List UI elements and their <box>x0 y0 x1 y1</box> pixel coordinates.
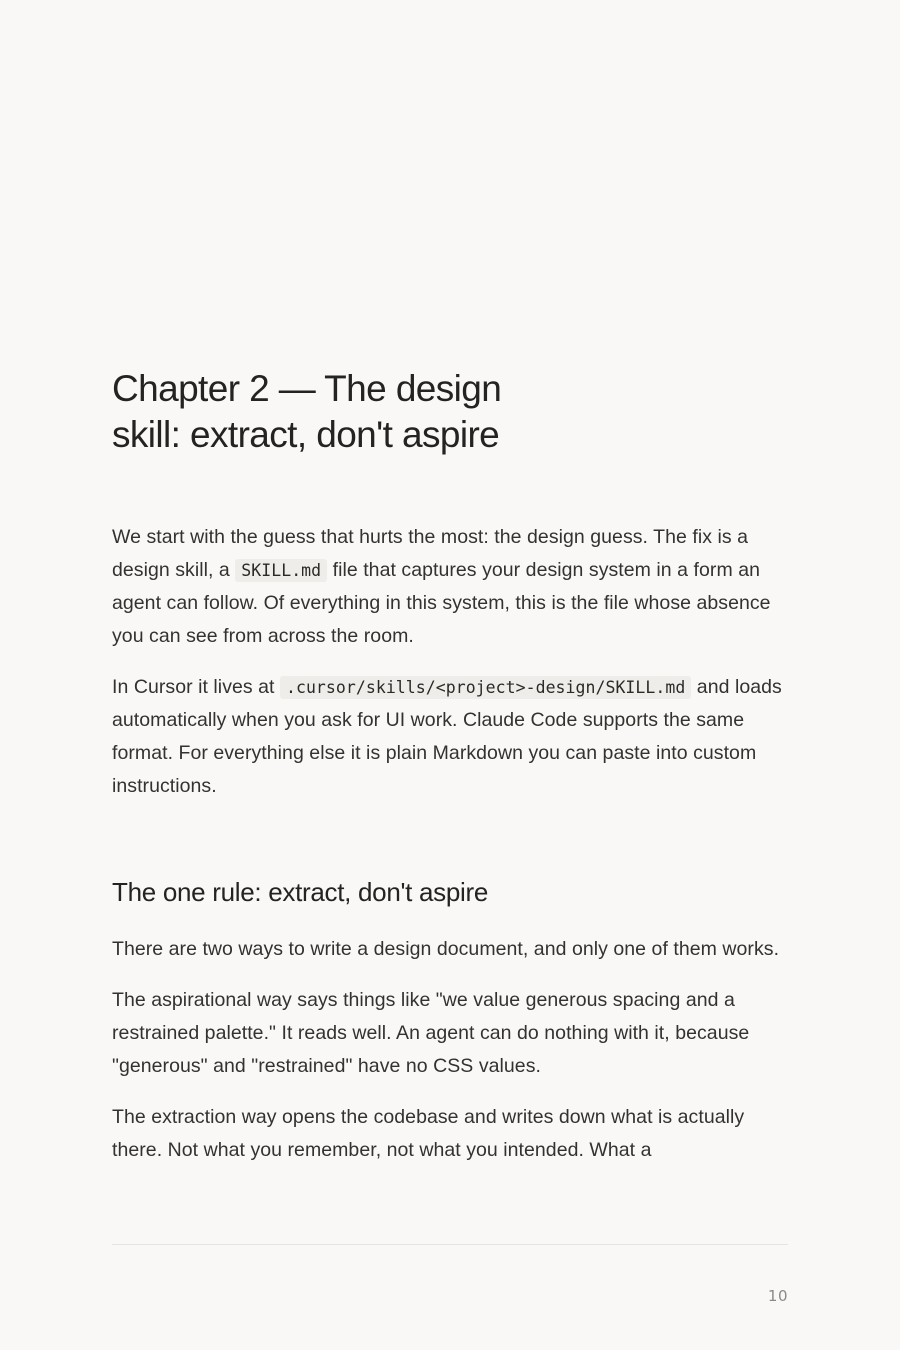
document-page <box>112 0 788 1350</box>
section-heading: The one rule: extract, don't aspire <box>112 877 489 907</box>
intro-paragraph-1 <box>112 521 788 653</box>
intro-paragraph-1-text-a: We start with the guess that hurts the most: the design guess. The fix is a design skill, a <box>112 526 749 581</box>
footer-divider <box>112 1244 788 1245</box>
section-paragraph-2: The aspirational way says things like "we value generous spacing and a restrained palette." It reads well. An agent can do nothing with it, because "generous" and "restrained" have no CSS values. <box>112 989 750 1077</box>
section-paragraph-1: There are two ways to write a design document, and only one of them works. <box>112 938 780 960</box>
chapter-title: Chapter 2 — The design skill: extract, don't aspire <box>112 368 502 455</box>
skill-md-filename: SKILL.md <box>235 559 327 582</box>
intro-paragraph-1-text-b: file that captures your design system in a form an agent can follow. Of everything in this system, this is the file whose absence you can see from across the room. <box>112 559 771 647</box>
intro-section <box>112 521 788 803</box>
section-body <box>112 933 788 1167</box>
intro-paragraph-2-text-b: and loads automatically when you ask for UI work. Claude Code supports the same format. For everything else it is plain Markdown you can paste into custom instructions. <box>112 676 782 797</box>
section-paragraph-3: The extraction way opens the codebase and writes down what is actually there. Not what you remember, not what you intended. What a <box>112 1106 745 1161</box>
intro-paragraph-2 <box>112 671 788 803</box>
page-number: 10 <box>767 1287 788 1305</box>
skill-path: .cursor/skills/<project>-design/SKILL.md <box>280 676 691 699</box>
intro-paragraph-2-text-a: In Cursor it lives at <box>112 676 280 698</box>
